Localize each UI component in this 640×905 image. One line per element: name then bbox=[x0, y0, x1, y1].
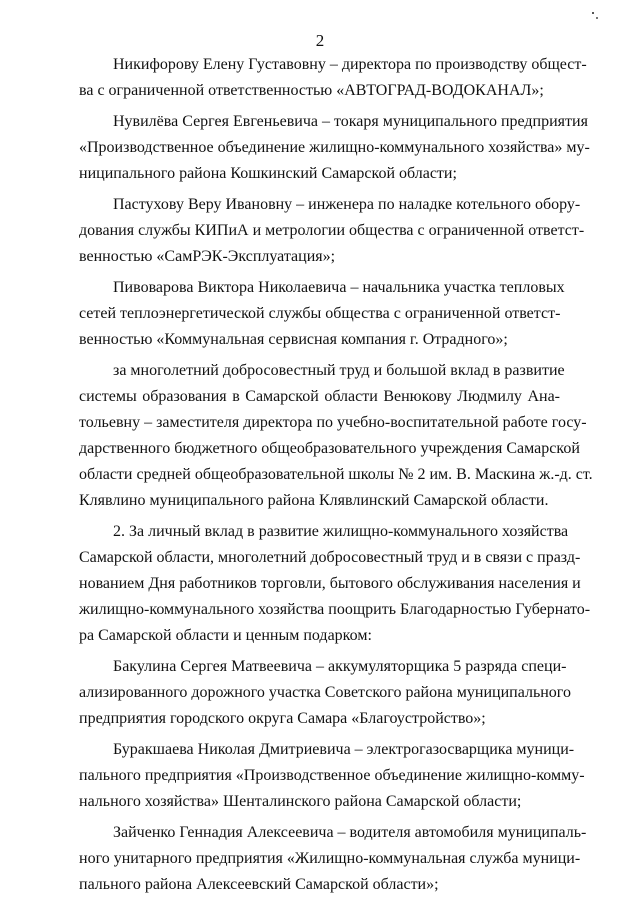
text-line: ра Самарской области и ценным подарком: bbox=[79, 627, 372, 644]
text-line: системы образования в Самарской области Венюкову Людмилу Ана- bbox=[79, 388, 560, 405]
text-line: 2. За личный вклад в развитие жилищно-коммунального хозяйства bbox=[113, 523, 569, 540]
text-line: жилищно-коммунального хозяйства поощрить Благодарностью Губернато- bbox=[79, 601, 591, 618]
paragraph bbox=[79, 737, 585, 815]
text-line: ва с ограниченной ответственностью «АВТОГРАД-ВОДОКАНАЛ»; bbox=[79, 82, 544, 99]
text-line: нального хозяйства» Шенталинского района Самарской области; bbox=[79, 793, 522, 810]
paragraph bbox=[79, 192, 585, 270]
text-line: Нувилёва Сергея Евгеньевича – токаря муниципального предприятия bbox=[113, 113, 588, 130]
text-line: ного унитарного предприятия «Жилищно-коммунальная служба муници- bbox=[79, 850, 581, 867]
text-line: дования службы КИПиА и метрологии общества с ограниченной ответст- bbox=[79, 222, 585, 239]
text-line: нованием Дня работников торговли, бытового обслуживания населения и bbox=[79, 575, 581, 592]
paragraph bbox=[79, 820, 587, 898]
paragraph bbox=[79, 275, 565, 353]
text-line: за многолетний добросовестный труд и большой вклад в развитие bbox=[113, 362, 565, 379]
text-line: области средней общеобразовательной школы № 2 им. В. Маскина ж.-д. ст. bbox=[79, 466, 593, 483]
text-line: пального предприятия «Производственное объединение жилищно-комму- bbox=[79, 767, 585, 784]
paragraph bbox=[79, 109, 590, 187]
paragraph bbox=[79, 52, 587, 104]
text-line: предприятия городского округа Самара «Благоустройство»; bbox=[79, 710, 486, 727]
text-line: Пивоварова Виктора Николаевича – начальника участка тепловых bbox=[113, 279, 565, 296]
text-line: ниципального района Кошкинский Самарской области; bbox=[79, 165, 457, 182]
text-line: «Производственное объединение жилищно-коммунального хозяйства» му- bbox=[79, 139, 590, 156]
text-line: дарственного бюджетного общеобразовательного учреждения Самарской bbox=[79, 440, 580, 457]
page-number: 2 bbox=[315, 31, 325, 50]
text-line: сетей теплоэнергетической службы общества с ограниченной ответст- bbox=[79, 305, 561, 322]
text-line: пального района Алексеевский Самарской области»; bbox=[79, 876, 439, 893]
text-line: ализированного дорожного участка Советского района муниципального bbox=[79, 684, 571, 701]
document-body bbox=[79, 52, 593, 903]
text-line: Клявлино муниципального района Клявлинский Самарской области. bbox=[79, 492, 549, 509]
paragraph bbox=[79, 358, 593, 514]
text-line: Пастухову Веру Ивановну – инженера по наладке котельного обору- bbox=[113, 196, 581, 213]
text-line: Бакулина Сергея Матвеевича – аккумуляторщика 5 разряда специ- bbox=[113, 658, 567, 675]
scan-speck bbox=[592, 12, 594, 14]
paragraph bbox=[79, 519, 591, 649]
paragraph bbox=[79, 654, 571, 732]
text-line: венностью «СамРЭК-Эксплуатация»; bbox=[79, 248, 336, 265]
text-line: Никифорову Елену Густавовну – директора по производству общест- bbox=[113, 56, 587, 73]
text-line: венностью «Коммунальная сервисная компания г. Отрадного»; bbox=[79, 331, 508, 348]
text-line: Буракшаева Николая Дмитриевича – электрогазосварщика муници- bbox=[113, 741, 575, 758]
text-line: Самарской области, многолетний добросовестный труд и в связи с празд- bbox=[79, 549, 581, 566]
scan-speck bbox=[596, 17, 598, 19]
text-line: тольевну – заместителя директора по учебно-воспитательной работе госу- bbox=[79, 414, 587, 431]
text-line: Зайченко Геннадия Алексеевича – водителя автомобиля муниципаль- bbox=[113, 824, 587, 841]
